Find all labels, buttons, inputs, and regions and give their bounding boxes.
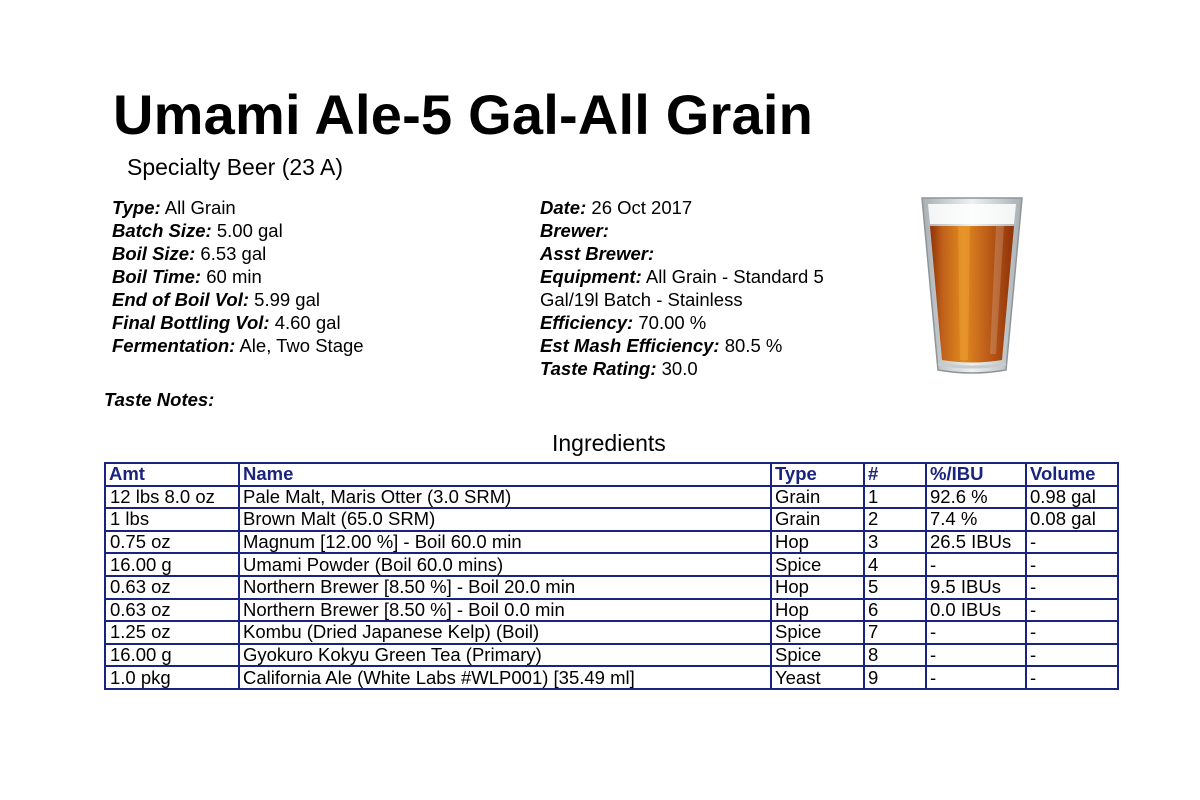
cell-volume: 0.08 gal xyxy=(1026,508,1118,531)
field-label: Est Mash Efficiency: xyxy=(540,335,720,356)
cell-name: Magnum [12.00 %] - Boil 60.0 min xyxy=(239,531,771,554)
field-label: Boil Time: xyxy=(112,266,202,287)
field-est-mash-efficiency xyxy=(540,334,824,357)
cell-type: Grain xyxy=(771,508,864,531)
cell-type: Hop xyxy=(771,531,864,554)
field-taste-rating xyxy=(540,357,824,380)
cell-type: Spice xyxy=(771,644,864,667)
table-row xyxy=(105,599,1118,622)
cell-amt: 1 lbs xyxy=(105,508,239,531)
field-efficiency xyxy=(540,311,824,334)
cell-volume: 0.98 gal xyxy=(1026,486,1118,509)
cell-type: Spice xyxy=(771,553,864,576)
field-boil-size xyxy=(112,242,364,265)
cell-number: 7 xyxy=(864,621,926,644)
field-value: 60 min xyxy=(206,266,262,287)
cell-number: 3 xyxy=(864,531,926,554)
field-value: 6.53 gal xyxy=(200,243,267,264)
cell-type: Yeast xyxy=(771,666,864,689)
field-value: 5.99 gal xyxy=(254,289,320,310)
cell-volume: - xyxy=(1026,666,1118,689)
table-row xyxy=(105,508,1118,531)
cell-ibu: 92.6 % xyxy=(926,486,1026,509)
column-header-ibu: %/IBU xyxy=(926,463,1026,486)
cell-amt: 12 lbs 8.0 oz xyxy=(105,486,239,509)
ingredients-title: Ingredients xyxy=(552,430,666,456)
recipe-details-right xyxy=(540,196,824,380)
cell-amt: 0.75 oz xyxy=(105,531,239,554)
field-value: 70.00 % xyxy=(638,312,707,333)
cell-volume: - xyxy=(1026,621,1118,644)
cell-number: 6 xyxy=(864,599,926,622)
cell-ibu: - xyxy=(926,644,1026,667)
cell-ibu: 7.4 % xyxy=(926,508,1026,531)
field-label: Boil Size: xyxy=(112,243,196,264)
column-header-volume: Volume xyxy=(1026,463,1118,486)
cell-number: 9 xyxy=(864,666,926,689)
recipe-title: Umami Ale-5 Gal-All Grain xyxy=(113,83,813,146)
beer-glass-icon xyxy=(918,194,1026,376)
field-label: End of Boil Vol: xyxy=(112,289,250,310)
cell-name: Northern Brewer [8.50 %] - Boil 20.0 min xyxy=(239,576,771,599)
cell-number: 8 xyxy=(864,644,926,667)
cell-volume: - xyxy=(1026,531,1118,554)
cell-type: Hop xyxy=(771,599,864,622)
cell-type: Spice xyxy=(771,621,864,644)
table-row xyxy=(105,576,1118,599)
column-header-name: Name xyxy=(239,463,771,486)
cell-volume: - xyxy=(1026,576,1118,599)
cell-name: Brown Malt (65.0 SRM) xyxy=(239,508,771,531)
cell-number: 4 xyxy=(864,553,926,576)
cell-name: Gyokuro Kokyu Green Tea (Primary) xyxy=(239,644,771,667)
cell-amt: 1.25 oz xyxy=(105,621,239,644)
table-row xyxy=(105,553,1118,576)
field-label: Equipment: xyxy=(540,266,642,287)
table-row xyxy=(105,486,1118,509)
field-value: 5.00 gal xyxy=(216,220,283,241)
field-label: Brewer: xyxy=(540,220,609,241)
cell-ibu: 0.0 IBUs xyxy=(926,599,1026,622)
field-label: Type: xyxy=(112,197,161,218)
recipe-details-left xyxy=(112,196,364,357)
field-equipment xyxy=(540,265,824,288)
field-label: Efficiency: xyxy=(540,312,634,333)
cell-name: Northern Brewer [8.50 %] - Boil 0.0 min xyxy=(239,599,771,622)
cell-amt: 0.63 oz xyxy=(105,599,239,622)
ingredients-table xyxy=(104,462,1119,690)
field-label: Batch Size: xyxy=(112,220,212,241)
field-value: 80.5 % xyxy=(724,335,783,356)
field-label: Taste Rating: xyxy=(540,358,657,379)
field-type xyxy=(112,196,364,219)
field-value: 26 Oct 2017 xyxy=(591,197,693,218)
cell-amt: 0.63 oz xyxy=(105,576,239,599)
cell-type: Hop xyxy=(771,576,864,599)
table-header-row xyxy=(105,463,1118,486)
field-brewer xyxy=(540,219,824,242)
cell-type: Grain xyxy=(771,486,864,509)
field-fermentation xyxy=(112,334,364,357)
cell-name: Umami Powder (Boil 60.0 mins) xyxy=(239,553,771,576)
cell-ibu: - xyxy=(926,621,1026,644)
field-label: Date: xyxy=(540,197,587,218)
field-end-of-boil-vol xyxy=(112,288,364,311)
cell-name: Pale Malt, Maris Otter (3.0 SRM) xyxy=(239,486,771,509)
cell-volume: - xyxy=(1026,599,1118,622)
taste-notes-label: Taste Notes: xyxy=(104,389,215,410)
cell-amt: 16.00 g xyxy=(105,644,239,667)
cell-name: Kombu (Dried Japanese Kelp) (Boil) xyxy=(239,621,771,644)
table-row xyxy=(105,644,1118,667)
cell-amt: 1.0 pkg xyxy=(105,666,239,689)
field-label: Asst Brewer: xyxy=(540,243,655,264)
field-value: Gal/19l Batch - Stainless xyxy=(540,289,743,310)
field-asst-brewer xyxy=(540,242,824,265)
cell-ibu: - xyxy=(926,553,1026,576)
cell-ibu: 9.5 IBUs xyxy=(926,576,1026,599)
field-label: Final Bottling Vol: xyxy=(112,312,270,333)
column-header-amt: Amt xyxy=(105,463,239,486)
field-value: All Grain xyxy=(164,197,236,218)
column-header-type: Type xyxy=(771,463,864,486)
cell-number: 1 xyxy=(864,486,926,509)
recipe-style: Specialty Beer (23 A) xyxy=(127,154,344,180)
field-boil-time xyxy=(112,265,364,288)
column-header-number: # xyxy=(864,463,926,486)
cell-amt: 16.00 g xyxy=(105,553,239,576)
cell-ibu: 26.5 IBUs xyxy=(926,531,1026,554)
cell-ibu: - xyxy=(926,666,1026,689)
field-value: 30.0 xyxy=(661,358,698,379)
table-row xyxy=(105,666,1118,689)
field-label: Fermentation: xyxy=(112,335,236,356)
field-date xyxy=(540,196,824,219)
field-final-bottling-vol xyxy=(112,311,364,334)
field-equipment-continued xyxy=(540,288,824,311)
cell-number: 5 xyxy=(864,576,926,599)
field-value: All Grain - Standard 5 xyxy=(645,266,824,287)
field-value: Ale, Two Stage xyxy=(239,335,364,356)
cell-number: 2 xyxy=(864,508,926,531)
field-value: 4.60 gal xyxy=(274,312,341,333)
cell-volume: - xyxy=(1026,553,1118,576)
cell-volume: - xyxy=(1026,644,1118,667)
table-row xyxy=(105,621,1118,644)
table-row xyxy=(105,531,1118,554)
field-batch-size xyxy=(112,219,364,242)
cell-name: California Ale (White Labs #WLP001) [35.49 ml] xyxy=(239,666,771,689)
